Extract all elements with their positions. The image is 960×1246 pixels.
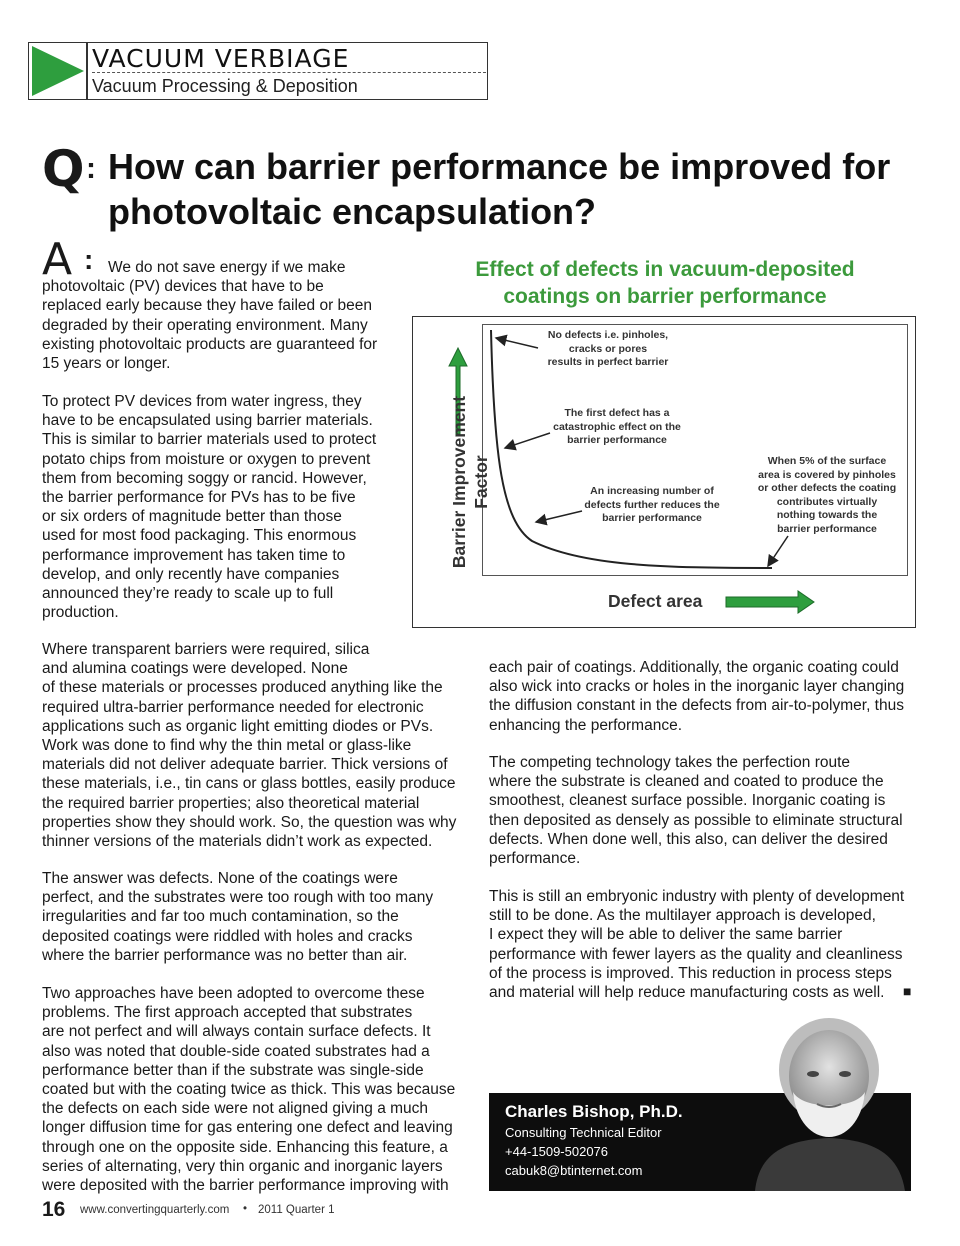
end-of-article-mark: ■ [903,983,912,999]
footer-website-link[interactable]: www.convertingquarterly.com [80,1204,230,1216]
figure-title: Effect of defects in vacuum-deposited coatings on barrier performance [475,258,855,308]
annotation-arrow-4 [768,536,788,566]
footer-separator: • [243,1203,248,1215]
annotation-first-defect: The first defect has a catastrophic effect on the barrier performance [553,407,681,446]
author-photo [745,1012,913,1191]
section-subtitle: Vacuum Processing & Deposition [92,76,358,96]
header-divider [86,43,88,99]
footer-issue: 2011 Quarter 1 [258,1204,335,1216]
header-dashed-rule [92,72,486,73]
page-number: 16 [42,1198,66,1221]
figure-y-axis-label: Barrier Improvement Factor [449,395,491,569]
answer-letter: A [42,234,73,285]
answer-paragraph-5: Two approaches have been adopted to overcome these problems. The first approach accepted that substrates are not perfect and will always contain surface defects. It also was noted that double-side coated substrates had a performance better than if the substrate was single-side coated but with the coating twice as thick. This was because the defects on each side were not aligned giving a much longer diffusion time for gas entering one defect and leaving through one on the opposite side. Enhancing this feature, a series of alternating, very thin organic and inorganic layers were deposited with the barrier performance improving with [42,985,456,1195]
annotation-no-defects: No defects i.e. pinholes, cracks or pores results in perfect barrier [547,329,669,368]
x-axis-green-arrow-icon [726,591,814,613]
author-name: Charles Bishop, Ph.D. [505,1102,683,1121]
annotation-increasing-defects: An increasing number of defects further reduces the barrier performance [584,485,720,524]
answer-paragraph-4: The answer was defects. None of the coatings were perfect, and the substrates were too rough with too many irregularities and far too much contamination, so the deposited coatings were riddled with holes and cracks where the barrier performance was no better than air. [42,870,434,964]
annotation-five-percent: When 5% of the surface area is covered by pinholes or other defects the coating contributes virtually nothing towards the barrier performance [757,455,897,535]
answer-paragraph-8: This is still an embryonic industry with plenty of development still to be done. As the multilayer approach is developed, I expect they will be able to deliver the same barrier performance with fewer layers as the quality and cleanliness of the process is improved. This reduction in process steps and material will help reduce manufacturing costs as well. [489,888,905,1002]
answer-paragraph-7: The competing technology takes the perfection route where the substrate is cleaned and coated to produce the smoothest, cleanest surface possible. Inorganic coating is then deposited as densely as possible to eliminate structural defects. When done well, this also, can deliver the desired performance. [489,754,903,868]
author-role: Consulting Technical Editor [505,1125,662,1140]
question-heading: How can barrier performance be improved for photovoltaic encapsulation? [108,146,891,232]
figure-x-axis-label: Defect area [608,591,703,611]
answer-paragraph-1: We do not save energy if we make photovoltaic (PV) devices that have to be replaced early because they have failed or been degraded by their operating environment. Many existing photovoltaic products are guaranteed for 15 years or longer. [42,259,378,373]
answer-colon: : [84,244,94,275]
question-letter: Q [42,140,85,198]
answer-paragraph-3: Where transparent barriers were required, silica and alumina coatings were developed. None of these materials or processes produced anything like the required ultra-barrier performance needed for electronic applications such as organic light emitting diodes or PVs. Work was done to find why the thin metal or glass-like materials did not deliver adequate barrier. Thick versions of these materials, i.e., tin cans or glass bottles, easily produce the required barrier properties; also theoretical material properties show they should work. So, the question was why thinner versions of the materials didn’t work as expected. [42,641,457,851]
section-title: VACUUM VERBIAGE [92,44,350,73]
section-triangle-icon [30,44,86,98]
answer-paragraph-2: To protect PV devices from water ingress, they have to be encapsulated using barrier materials. This is similar to barrier materials used to protect potato chips from moisture or oxygen to prevent them from becoming soggy or rancid. However, the barrier performance for PVs has to be five or six orders of magnitude better than those used for most food packaging. This enormous performance improvement has taken time to develop, and only recently have companies announced they’re ready to scale up to full production. [42,393,377,622]
question-colon: : [86,152,96,185]
author-phone: +44-1509-502076 [505,1144,609,1159]
answer-paragraph-6: each pair of coatings. Additionally, the organic coating could also wick into cracks or holes in the inorganic layer changing the diffusion constant in the defects from air-to-polymer, thus enhancing the performance. [489,659,905,734]
author-email-link[interactable]: cabuk8@btinternet.com [505,1163,643,1178]
